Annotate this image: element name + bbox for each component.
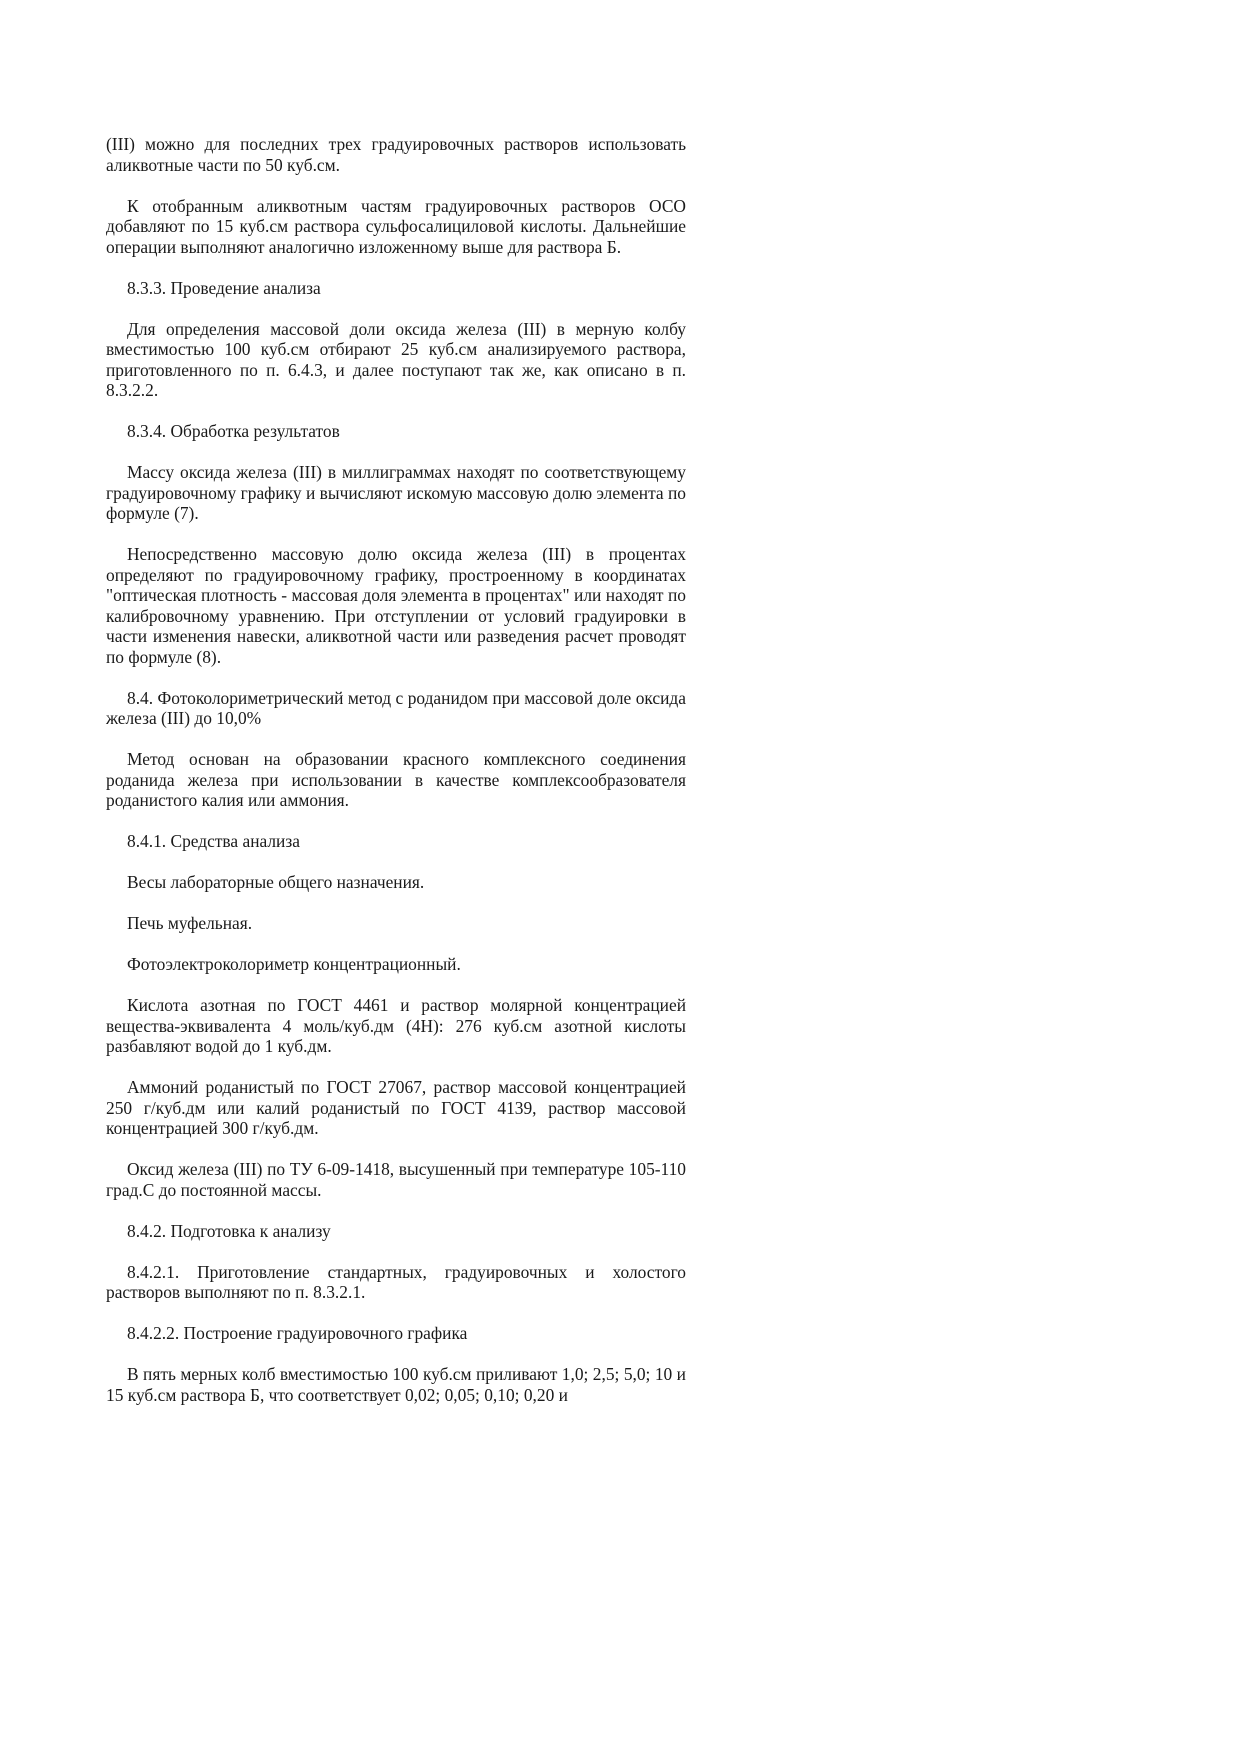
paragraph-percent-determination: Непосредственно массовую долю оксида железа (III) в процентах определяют по градуировочному графику, простроенному в координатах "оптическая плотность - массовая доля элемента в процентах" или находят по калибровочному уравнению. При отступлении от условий градуировки в части изменения навески, аликвотной части или разведения расчет проводят по формуле (8).	[106, 544, 686, 667]
section-heading-8-4-2-2: 8.4.2.2. Построение градуировочного графика	[127, 1323, 468, 1343]
reagent-item-nitric-acid: Кислота азотная по ГОСТ 4461 и раствор молярной концентрацией вещества-эквивалента 4 моль/куб.дм (4Н): 276 куб.см азотной кислоты разбавляют водой до 1 куб.дм.	[106, 995, 686, 1056]
section-heading-8-4: 8.4. Фотоколориметрический метод с роданидом при массовой доле оксида железа (III) до 10,0%	[106, 687, 686, 728]
paragraph-8-4-2-1: 8.4.2.1. Приготовление стандартных, градуировочных и холостого растворов выполняют по п. 8.3.2.1.	[106, 1261, 686, 1302]
equipment-item-scales: Весы лабораторные общего назначения.	[127, 872, 425, 892]
equipment-item-furnace: Печь муфельная.	[127, 913, 253, 933]
paragraph-analysis-procedure: Для определения массовой доли оксида железа (III) в мерную колбу вместимостью 100 куб.см отбирают 25 куб.см анализируемого раствора, приготовленного по п. 6.4.3, и далее поступают так же, как описано в п. 8.3.2.2.	[106, 318, 686, 400]
reagent-item-iron-oxide: Оксид железа (III) по ТУ 6-09-1418, высушенный при температуре 105-110 град.С до постоянной массы.	[106, 1159, 686, 1200]
section-heading-8-3-3: 8.3.3. Проведение анализа	[127, 277, 321, 298]
document-page	[106, 134, 686, 1426]
paragraph-mass-calculation: Массу оксида железа (III) в миллиграммах находят по соответствующему градуировочному графику и вычисляют искомую массовую долю элемента по формуле (7).	[106, 462, 686, 523]
section-heading-8-4-2: 8.4.2. Подготовка к анализу	[127, 1220, 331, 1241]
paragraph-aliquot-addition: К отобранным аликвотным частям градуировочных растворов ОСО добавляют по 15 куб.см раствора сульфосалициловой кислоты. Дальнейшие операции выполняют аналогично изложенному выше для раствора Б.	[106, 195, 686, 257]
paragraph-calibration-flasks: В пять мерных колб вместимостью 100 куб.см приливают 1,0; 2,5; 5,0; 10 и 15 куб.см раствора Б, что соответствует 0,02; 0,05; 0,10; 0,20 и	[106, 1364, 686, 1405]
paragraph-method-basis: Метод основан на образовании красного комплексного соединения роданида железа при использовании в качестве комплексообразователя роданистого калия или аммония.	[106, 749, 686, 810]
paragraph-continuation: (III) можно для последних трех градуировочных растворов использовать аликвотные части по 50 куб.см.	[106, 134, 686, 175]
section-heading-8-3-4: 8.3.4. Обработка результатов	[127, 421, 340, 441]
reagent-item-thiocyanate: Аммоний роданистый по ГОСТ 27067, раствор массовой концентрацией 250 г/куб.дм или калий роданистый по ГОСТ 4139, раствор массовой концентрацией 300 г/куб.дм.	[106, 1077, 686, 1138]
equipment-item-photocolorimeter: Фотоэлектроколориметр концентрационный.	[127, 954, 461, 974]
section-heading-8-4-1: 8.4.1. Средства анализа	[127, 831, 300, 851]
